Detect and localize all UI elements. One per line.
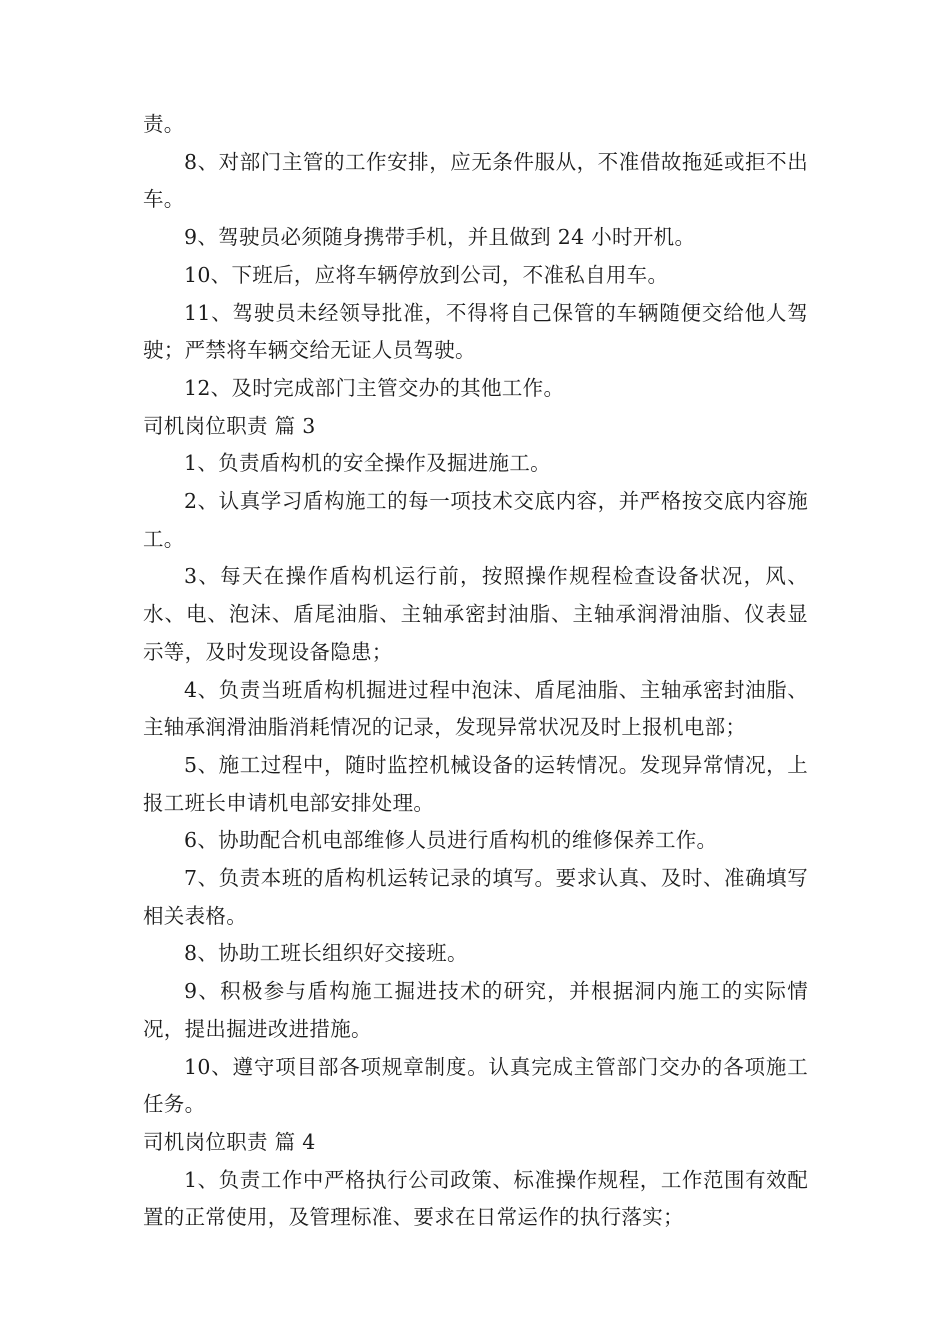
section3-item-5: 5、施工过程中，随时监控机械设备的运转情况。发现异常情况，上报工班长申请机电部安排处理。 <box>143 752 808 815</box>
duty-item-12: 12、及时完成部门主管交办的其他工作。 <box>184 375 565 400</box>
section3-item-3: 3、每天在操作盾构机运行前，按照操作规程检查设备状况，风、水、电、泡沫、盾尾油脂、主轴承密封油脂、主轴承润滑油脂、仪表显示等，及时发现设备隐患； <box>143 564 808 664</box>
document-body <box>143 106 808 1237</box>
duty-item-10: 10、下班后，应将车辆停放到公司，不准私自用车。 <box>184 262 669 287</box>
section4-item-1: 1、负责工作中严格执行公司政策、标准操作规程，工作范围有效配置的正常使用，及管理标准、要求在日常运作的执行落实； <box>143 1167 808 1230</box>
section3-item-2: 2、认真学习盾构施工的每一项技术交底内容，并严格按交底内容施工。 <box>143 489 808 551</box>
section3-item-10: 10、遵守项目部各项规章制度。认真完成主管部门交办的各项施工任务。 <box>143 1054 808 1117</box>
paragraph-continuation: 责。 <box>143 112 185 136</box>
section-heading-4: 司机岗位职责 篇 4 <box>143 1129 316 1154</box>
duty-item-11: 11、驾驶员未经领导批准，不得将自己保管的车辆随便交给他人驾驶；严禁将车辆交给无证人员驾驶。 <box>143 300 808 363</box>
duty-item-8: 8、对部门主管的工作安排，应无条件服从，不准借故拖延或拒不出车。 <box>143 149 808 212</box>
section3-item-4: 4、负责当班盾构机掘进过程中泡沫、盾尾油脂、主轴承密封油脂、主轴承润滑油脂消耗情况的记录，发现异常状况及时上报机电部； <box>143 677 808 740</box>
section3-item-9: 9、积极参与盾构施工掘进技术的研究，并根据洞内施工的实际情况，提出掘进改进措施。 <box>143 979 808 1041</box>
section3-item-7: 7、负责本班的盾构机运转记录的填写。要求认真、及时、准确填写相关表格。 <box>143 866 808 928</box>
section3-item-6: 6、协助配合机电部维修人员进行盾构机的维修保养工作。 <box>184 828 718 853</box>
duty-item-9: 9、驾驶员必须随身携带手机，并且做到 24 小时开机。 <box>184 225 696 250</box>
section3-item-8: 8、协助工班长组织好交接班。 <box>184 941 468 966</box>
section-heading-3: 司机岗位职责 篇 3 <box>143 413 316 438</box>
section3-item-1: 1、负责盾构机的安全操作及掘进施工。 <box>184 451 551 476</box>
